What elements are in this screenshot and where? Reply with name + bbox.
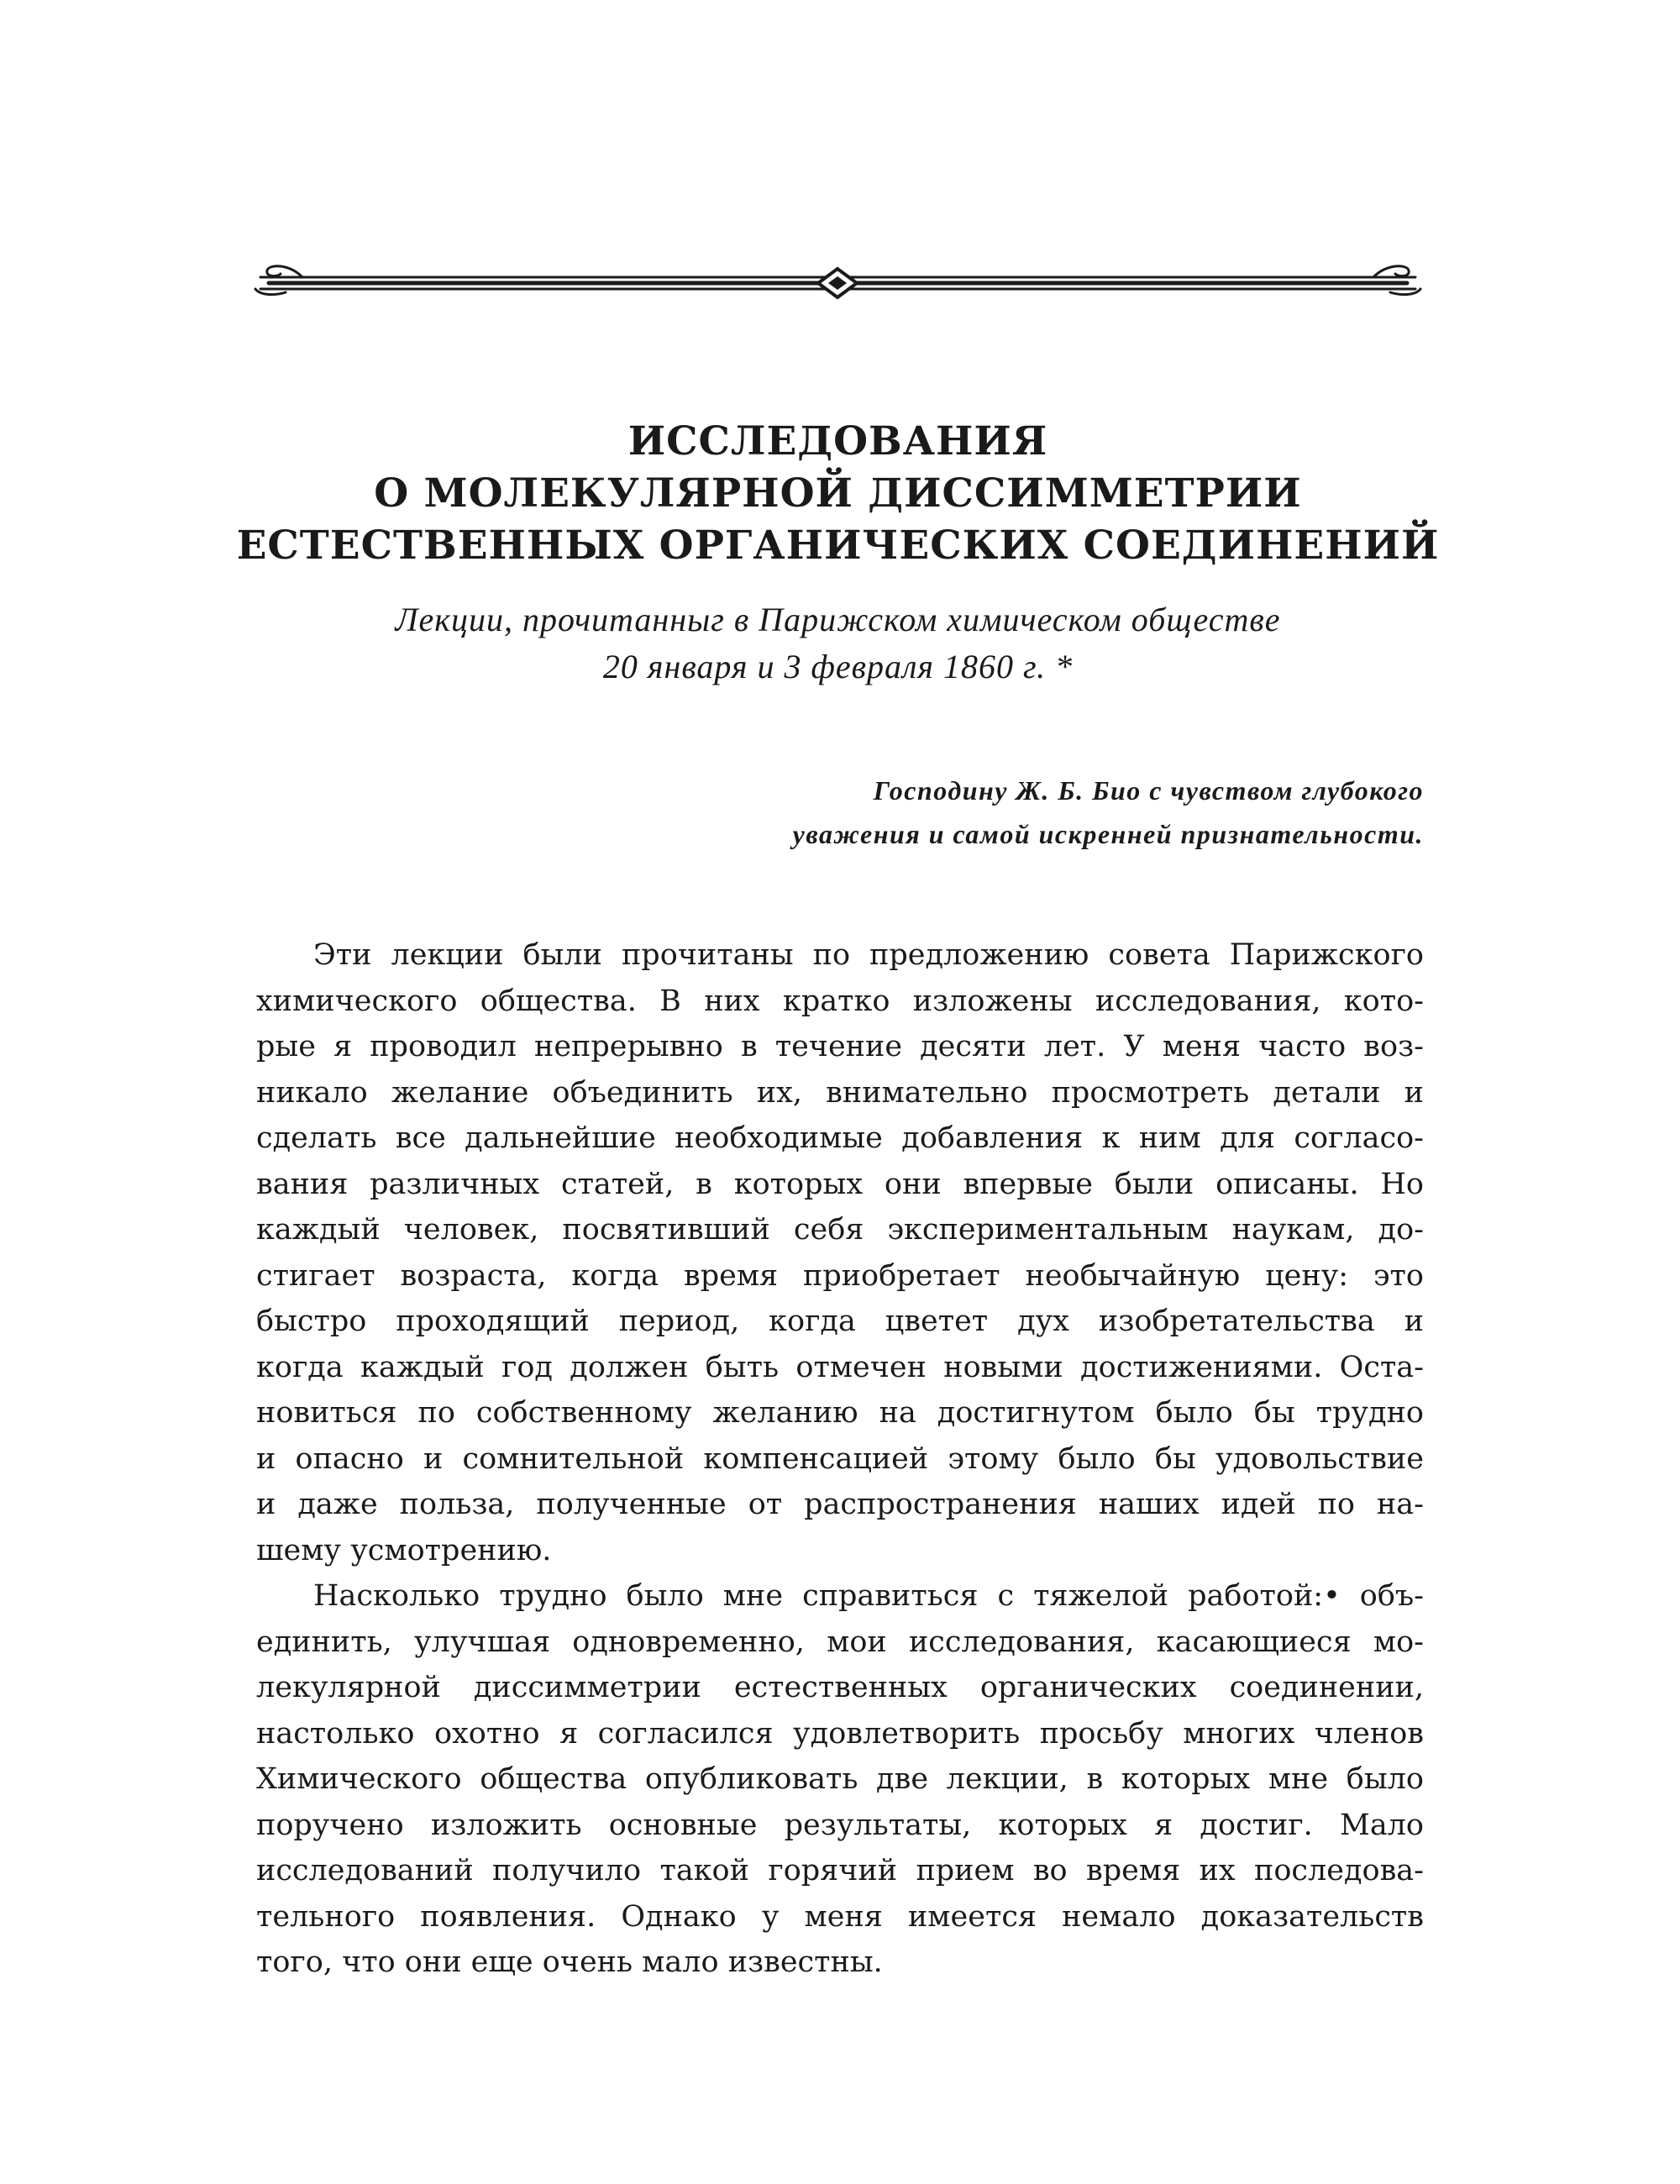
text-line: стигает возраста, когда время приобретает необычайную цену: это bbox=[256, 1258, 1424, 1293]
text-line: и опасно и сомнительной компенсацией этому было бы удовольствие bbox=[256, 1441, 1424, 1476]
title-line: О МОЛЕКУЛЯРНОЙ ДИССИММЕТРИИ bbox=[374, 470, 1302, 517]
article-title bbox=[210, 416, 1466, 572]
title-line: ЕСТЕСТВЕННЫХ ОРГАНИЧЕСКИХ СОЕДИНЕНИЙ bbox=[236, 522, 1440, 569]
text-line: каждый человек, посвятивший себя экспериментальным наукам, до- bbox=[256, 1213, 1424, 1247]
text-line: вания различных статей, в которых они впервые были описаны. Но bbox=[256, 1167, 1424, 1201]
dedication-line: уважения и самой искренней признательности. bbox=[792, 819, 1424, 849]
text-line: новиться по собственному желанию на достигнутом было бы трудно bbox=[256, 1396, 1424, 1430]
subtitle-line: Лекции, прочитанныг в Парижском химическом обществе bbox=[395, 601, 1281, 638]
text-line: и даже польза, полученные от распространения наших идей по на- bbox=[256, 1488, 1424, 1521]
text-line: Насколько трудно было мне справиться с тяжелой работой:• объ- bbox=[313, 1579, 1424, 1613]
text-line: быстро проходящий период, когда цветет дух изобретательства и bbox=[256, 1305, 1424, 1338]
text-line: рые я проводил непрерывно в течение десяти лет. У меня часто воз- bbox=[256, 1030, 1424, 1063]
dedication-line: Господину Ж. Б. Био с чувством глубокого bbox=[873, 775, 1424, 806]
text-line: Химического общества опубликовать две лекции, в которых мне было bbox=[256, 1762, 1424, 1796]
body-text bbox=[256, 932, 1424, 1986]
text-line: сделать все дальнейшие необходимые добавления к ним для согласо- bbox=[256, 1121, 1424, 1155]
paragraph-2 bbox=[256, 1573, 1424, 1986]
decorative-header-ornament bbox=[252, 252, 1424, 311]
article-subtitle bbox=[210, 596, 1466, 690]
title-line: ИССЛЕДОВАНИЯ bbox=[627, 418, 1048, 465]
text-line: тельного появления. Однако у меня имеется немало доказательств bbox=[256, 1899, 1424, 1934]
text-line: того, что они еще очень мало известны. bbox=[256, 1945, 883, 1979]
subtitle-line: 20 января и 3 февраля 1860 г. * bbox=[602, 648, 1074, 685]
text-line: настолько охотно я согласился удовлетворить просьбу многих членов bbox=[256, 1716, 1424, 1751]
text-line: химического общества. В них кратко изложены исследования, кото- bbox=[256, 984, 1424, 1018]
dedication bbox=[588, 769, 1424, 856]
text-line: никало желание объединить их, внимательно просмотреть детали и bbox=[256, 1075, 1424, 1110]
text-line: поручено изложить основные результаты, которых я достиг. Мало bbox=[256, 1808, 1424, 1842]
paragraph-1 bbox=[256, 932, 1424, 1573]
text-line: Эти лекции были прочитаны по предложению совета Парижского bbox=[313, 938, 1424, 972]
text-line: лекулярной диссимметрии естественных органических соединении, bbox=[256, 1671, 1424, 1704]
text-line: единить, улучшая одновременно, мои исследования, касающиеся мо- bbox=[256, 1625, 1424, 1659]
text-line: шему усмотрению. bbox=[256, 1533, 552, 1567]
text-line: когда каждый год должен быть отмечен новыми достижениями. Оста- bbox=[256, 1350, 1424, 1384]
text-line: исследований получило такой горячий прием во время их последова- bbox=[256, 1854, 1424, 1887]
